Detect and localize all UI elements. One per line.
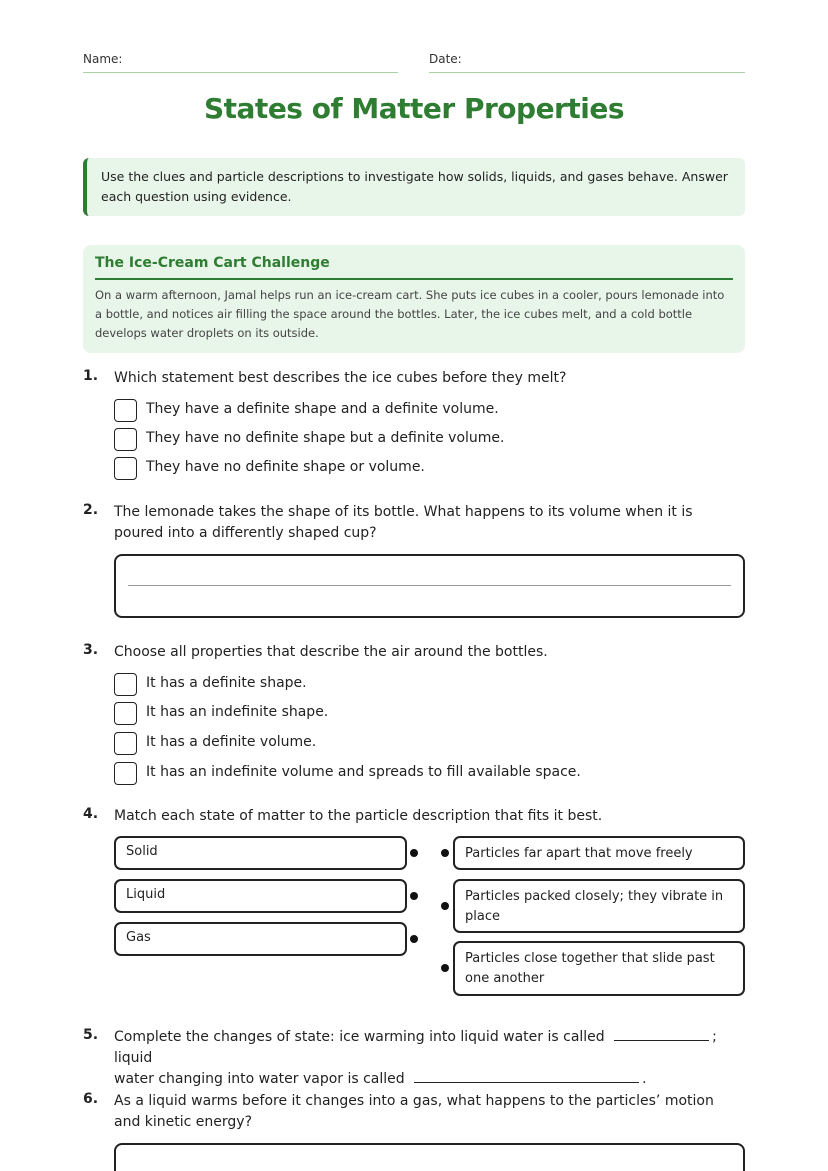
fill-in-text: water changing into water vapor is called <box>114 1071 405 1087</box>
question-number: 3. <box>83 642 99 658</box>
question-6 <box>83 1091 745 1171</box>
scenario-box <box>83 245 745 353</box>
match-item-left[interactable] <box>114 922 407 956</box>
checkbox[interactable] <box>114 732 137 755</box>
fill-in-blank[interactable] <box>414 1069 639 1083</box>
question-4 <box>83 806 745 998</box>
match-item-right[interactable] <box>453 879 745 933</box>
answer-box[interactable] <box>114 554 745 618</box>
match-label: Liquid <box>126 887 166 902</box>
question-text: As a liquid warms before it changes into a gas, what happens to the particles’ motion and kinetic energy? <box>114 1093 714 1130</box>
header-row <box>83 52 745 74</box>
option-label: It has an indefinite volume and spreads to fill available space. <box>146 764 581 780</box>
checkbox[interactable] <box>114 428 137 451</box>
question-text: Choose all properties that describe the air around the bottles. <box>114 644 548 660</box>
match-item-left[interactable] <box>114 879 407 913</box>
match-description: Particles close together that slide past one another <box>465 951 715 986</box>
name-field[interactable] <box>83 52 398 73</box>
question-text: The lemonade takes the shape of its bottle. What happens to its volume when it is poured into a differently shaped cup? <box>114 504 693 541</box>
match-dot-right[interactable] <box>441 849 449 857</box>
fill-in-text: . <box>642 1071 647 1087</box>
question-number: 1. <box>83 368 99 384</box>
fill-in-blank[interactable] <box>614 1027 709 1041</box>
match-dot-left[interactable] <box>410 935 418 943</box>
date-field[interactable] <box>429 52 745 73</box>
match-dot-left[interactable] <box>410 849 418 857</box>
option-label: It has a definite volume. <box>146 734 317 750</box>
checkbox[interactable] <box>114 673 137 696</box>
question-text: Which statement best describes the ice cubes before they melt? <box>114 370 567 386</box>
fill-in-text: ; liquid <box>114 1029 717 1066</box>
match-item-right[interactable] <box>453 941 745 996</box>
match-item-left[interactable] <box>114 836 407 870</box>
match-label: Solid <box>126 844 158 859</box>
question-text: Match each state of matter to the particle description that fits it best. <box>114 808 603 824</box>
fill-in-text: Complete the changes of state: ice warming into liquid water is called <box>114 1029 605 1045</box>
date-label: Date: <box>429 52 462 66</box>
scenario-title: The Ice-Cream Cart Challenge <box>95 255 733 280</box>
answer-box[interactable] <box>114 1143 745 1171</box>
checkbox[interactable] <box>114 702 137 725</box>
checkbox[interactable] <box>114 762 137 785</box>
match-label: Gas <box>126 930 151 945</box>
checkbox[interactable] <box>114 457 137 480</box>
question-5 <box>83 1027 745 1087</box>
answer-line <box>128 585 731 586</box>
question-number: 6. <box>83 1091 99 1107</box>
question-number: 5. <box>83 1027 99 1043</box>
match-dot-right[interactable] <box>441 964 449 972</box>
option-label: They have no definite shape or volume. <box>146 459 425 475</box>
question-number: 4. <box>83 806 99 822</box>
question-number: 2. <box>83 502 99 518</box>
option-label: It has an indefinite shape. <box>146 704 329 720</box>
checkbox[interactable] <box>114 399 137 422</box>
question-text <box>114 1027 744 1090</box>
scenario-text: On a warm afternoon, Jamal helps run an ice-cream cart. She puts ice cubes in a cooler, pours lemonade into a bottle, and notices air filling the space around the bottles. Later, the ice cubes melt, and a cold bottle develops water droplets on its outside. <box>95 288 725 340</box>
option-label: They have no definite shape but a definite volume. <box>146 430 505 446</box>
name-label: Name: <box>83 52 123 66</box>
option-label: They have a definite shape and a definite volume. <box>146 401 499 417</box>
match-dot-left[interactable] <box>410 892 418 900</box>
match-description: Particles packed closely; they vibrate in place <box>465 889 724 924</box>
question-2 <box>83 502 745 620</box>
match-description: Particles far apart that move freely <box>465 846 693 861</box>
question-1 <box>83 368 745 480</box>
intro-callout: Use the clues and particle descriptions to investigate how solids, liquids, and gases behave. Answer each question using evidence. <box>83 158 745 216</box>
match-dot-right[interactable] <box>441 902 449 910</box>
page-title: States of Matter Properties <box>203 92 625 125</box>
match-item-right[interactable] <box>453 836 745 870</box>
option-label: It has a definite shape. <box>146 675 307 691</box>
question-3 <box>83 642 745 786</box>
